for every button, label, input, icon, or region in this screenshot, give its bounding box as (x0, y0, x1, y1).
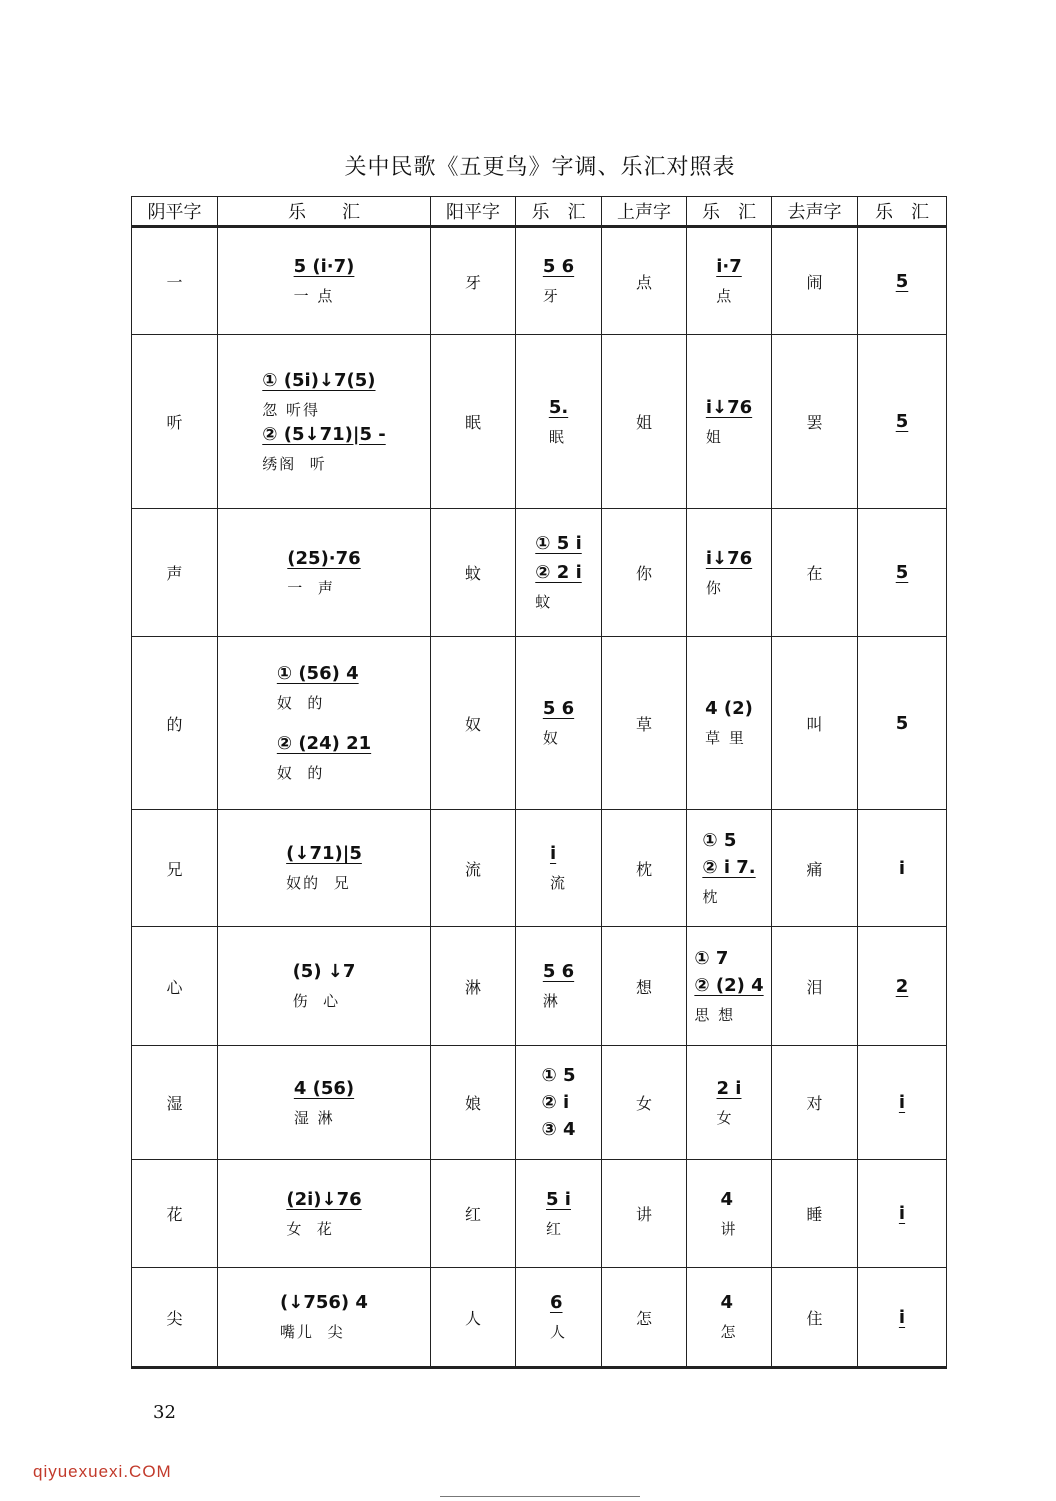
lyric: 奴 (542, 729, 560, 747)
notes: i↓76 (705, 396, 753, 418)
notes: i (898, 1092, 906, 1113)
yangping-music (516, 927, 602, 1046)
notes: 5 6 (542, 698, 575, 719)
watermark-link[interactable]: qiyuexuexi.COM (33, 1462, 172, 1481)
shangsheng-char: 女 (602, 1046, 687, 1160)
notes: ① 5 (702, 829, 737, 851)
notes: 5 (895, 562, 909, 583)
header-music-1: 乐 汇 (218, 197, 431, 227)
header-shangsheng: 上声字 (602, 197, 687, 227)
table-row (132, 810, 947, 927)
lyric: 牙 (542, 287, 560, 305)
header-music-3: 乐 汇 (687, 197, 772, 227)
yangping-music (516, 227, 602, 335)
table-row (132, 509, 947, 637)
table-row (132, 1160, 947, 1268)
yangping-char: 流 (431, 810, 516, 927)
lyric: 怎 (720, 1323, 738, 1341)
qusheng-char: 住 (772, 1268, 858, 1368)
yinping-char: 兄 (132, 810, 218, 927)
yinping-char: 尖 (132, 1268, 218, 1368)
notes: 5 (895, 270, 909, 292)
variant (262, 370, 385, 420)
qusheng-music (858, 810, 947, 927)
qusheng-char: 闹 (772, 227, 858, 335)
header-qusheng: 去声字 (772, 197, 858, 227)
notes: i (898, 1306, 906, 1328)
page-title: 关中民歌《五更鸟》字调、乐汇对照表 (344, 155, 736, 180)
shangsheng-char: 想 (602, 927, 687, 1046)
table-row (132, 1268, 947, 1368)
yangping-char: 红 (431, 1160, 516, 1268)
qusheng-char: 睡 (772, 1160, 858, 1268)
lyric: 伤 心 (292, 992, 341, 1010)
lyric: 女 花 (286, 1219, 334, 1238)
yinping-char: 一 (132, 227, 218, 335)
qusheng-music (858, 1046, 947, 1160)
notes: ② i (541, 1092, 570, 1113)
shangsheng-music (687, 1268, 772, 1368)
notes: 5 6 (542, 961, 575, 982)
notes: ② (5↓71)|5 - (262, 423, 386, 445)
lyric: 奴 的 (276, 694, 325, 712)
header-yangping: 阳平字 (431, 197, 516, 227)
notes: ① 7 (694, 947, 729, 969)
lyric: 湿 淋 (293, 1108, 335, 1127)
qusheng-music (858, 335, 947, 509)
notes: ② 2 i (535, 562, 582, 583)
lyric: 草 里 (705, 729, 746, 747)
qusheng-char: 痛 (772, 810, 858, 927)
yangping-music (516, 810, 602, 927)
yinping-music (218, 927, 431, 1046)
yinping-char: 声 (132, 509, 218, 637)
notes: ② (2) 4 (694, 974, 764, 996)
notes: ① (5i)↓7(5) (262, 369, 376, 391)
header-yinping: 阴平字 (132, 197, 218, 227)
notes: 4 (2) (705, 698, 753, 719)
qusheng-char: 叫 (772, 637, 858, 810)
yangping-char: 奴 (431, 637, 516, 810)
shangsheng-char: 点 (602, 227, 687, 335)
qusheng-char: 在 (772, 509, 858, 637)
page-number: 32 (153, 1402, 176, 1423)
lyric: 忽 听得 (262, 400, 321, 419)
qusheng-music (858, 637, 947, 810)
notes: 6 (549, 1292, 563, 1313)
header-music-4: 乐 汇 (858, 197, 947, 227)
yangping-char: 人 (431, 1268, 516, 1368)
table-row (132, 637, 947, 810)
notes: i·7 (716, 256, 742, 277)
table-row (132, 1046, 947, 1160)
lyric: 讲 (720, 1219, 738, 1238)
shangsheng-music (687, 227, 772, 335)
qusheng-music (858, 227, 947, 335)
shangsheng-music (687, 335, 772, 509)
yinping-char: 听 (132, 335, 218, 509)
yangping-char: 牙 (431, 227, 516, 335)
notes: i↓76 (705, 547, 753, 569)
lyric: 人 (549, 1323, 567, 1341)
lyric: 红 (546, 1219, 564, 1238)
table-row (132, 227, 947, 335)
yinping-music (218, 810, 431, 927)
shangsheng-char: 怎 (602, 1268, 687, 1368)
yinping-music (218, 1046, 431, 1160)
notes: 5 (895, 411, 909, 432)
shangsheng-music (687, 1160, 772, 1268)
shangsheng-char: 姐 (602, 335, 687, 509)
yangping-char: 淋 (431, 927, 516, 1046)
lyric: 奴 的 (276, 764, 325, 782)
lyric: 一 声 (287, 578, 335, 597)
lyric: 枕 (702, 887, 720, 906)
yangping-char: 蚊 (431, 509, 516, 637)
shangsheng-char: 讲 (602, 1160, 687, 1268)
yinping-char: 湿 (132, 1046, 218, 1160)
lyric: 嘴儿 尖 (280, 1323, 345, 1341)
notes: 4 (720, 1188, 734, 1210)
table-row (132, 927, 947, 1046)
yinping-music (218, 335, 431, 509)
yinping-char: 的 (132, 637, 218, 810)
shangsheng-music (687, 637, 772, 810)
qusheng-music (858, 509, 947, 637)
qusheng-music (858, 1160, 947, 1268)
header-music-2: 乐 汇 (516, 197, 602, 227)
lyric: 一 点 (293, 287, 335, 305)
yinping-char: 花 (132, 1160, 218, 1268)
table-row (132, 335, 947, 509)
notes: ① 5 (541, 1065, 576, 1086)
notes: 5 (i·7) (293, 256, 355, 277)
lyric: 眠 (548, 427, 566, 446)
notes: 4 (720, 1292, 734, 1313)
yangping-music (516, 1268, 602, 1368)
yangping-music (516, 1160, 602, 1268)
yangping-music (516, 335, 602, 509)
lyric: 淋 (542, 992, 560, 1010)
notes: 5 i (546, 1188, 571, 1210)
shangsheng-char: 你 (602, 509, 687, 637)
lyric: 思 想 (694, 1005, 736, 1024)
notes: i (549, 843, 557, 864)
notes: ③ 4 (541, 1119, 576, 1140)
notes: ① 5 i (535, 533, 582, 554)
lyric: 流 (549, 874, 567, 892)
qusheng-music (858, 1268, 947, 1368)
lyric: 蚊 (535, 593, 553, 611)
divider (440, 1496, 640, 1497)
qusheng-char: 泪 (772, 927, 858, 1046)
shangsheng-music (687, 927, 772, 1046)
notes: 5 6 (542, 256, 575, 277)
shangsheng-music (687, 509, 772, 637)
notes: (2i)↓76 (286, 1188, 362, 1210)
yinping-music (218, 1160, 431, 1268)
shangsheng-music (687, 1046, 772, 1160)
header-row (132, 197, 947, 227)
shangsheng-char: 枕 (602, 810, 687, 927)
qusheng-char: 对 (772, 1046, 858, 1160)
yangping-music (516, 637, 602, 810)
notes: i (898, 857, 906, 879)
tone-table (131, 196, 947, 1369)
notes: (25)·76 (287, 547, 361, 569)
yangping-music (516, 509, 602, 637)
yinping-music (218, 509, 431, 637)
notes: (5) ↓7 (292, 961, 356, 982)
lyric: 你 (705, 578, 723, 597)
yinping-music (218, 637, 431, 810)
notes: i (898, 1203, 906, 1224)
lyric: 绣阁 听 (262, 454, 327, 473)
yangping-char: 娘 (431, 1046, 516, 1160)
lyric: 点 (716, 287, 734, 305)
notes: ② i 7. (702, 856, 756, 878)
lyric: 女 (716, 1108, 734, 1127)
variant (277, 733, 371, 783)
notes: ① (56) 4 (276, 663, 359, 684)
notes: 2 (895, 975, 909, 997)
notes: 2 i (716, 1077, 742, 1099)
variant (277, 663, 371, 713)
qusheng-music (858, 927, 947, 1046)
notes: 5. (548, 396, 569, 418)
notes: 5 (895, 712, 909, 734)
yinping-music (218, 227, 431, 335)
shangsheng-char: 草 (602, 637, 687, 810)
notes: (↓71)|5 (286, 843, 362, 864)
yangping-music (516, 1046, 602, 1160)
yangping-char: 眠 (431, 335, 516, 509)
lyric: 姐 (705, 427, 723, 446)
shangsheng-music (687, 810, 772, 927)
notes: (↓756) 4 (280, 1292, 368, 1313)
yinping-char: 心 (132, 927, 218, 1046)
notes: ② (24) 21 (276, 733, 372, 754)
notes: 4 (56) (293, 1077, 355, 1099)
variant (262, 424, 385, 474)
lyric: 奴的 兄 (286, 874, 351, 892)
yinping-music (218, 1268, 431, 1368)
qusheng-char: 罢 (772, 335, 858, 509)
